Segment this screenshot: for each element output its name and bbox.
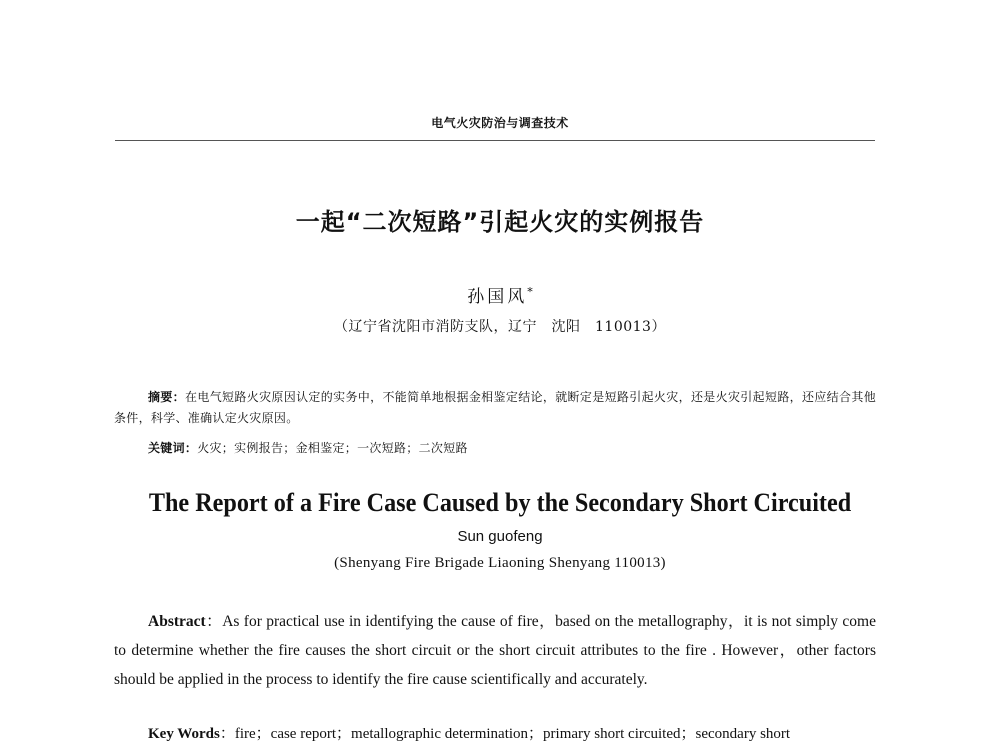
chinese-keywords-label: 关键词： [148,441,198,455]
chinese-affiliation: （辽宁省沈阳市消防支队，辽宁 沈阳 110013） [334,319,666,335]
english-title: The Report of a Fire Case Caused by the Secondary Short Circuited [148,488,852,517]
chinese-abstract [114,387,876,429]
english-keywords-label: Key Words [148,726,220,742]
running-header: 电气火灾防治与调查技术 [431,116,569,130]
author-footnote-mark: * [527,285,533,299]
chinese-keywords [114,438,876,459]
chinese-author-name: 孙国风 [467,287,528,307]
english-abstract [114,607,876,694]
english-abstract-separator: ： [205,613,223,630]
chinese-abstract-text: 在电气短路火灾原因认定的实务中，不能简单地根据金相鉴定结论，就断定是短路引起火灾，还是火灾引起短路，还应结合其他条件，科学、准确认定火灾原因。 [114,390,876,425]
english-abstract-label: Abstract [148,613,206,630]
english-keywords-separator: ： [219,726,235,742]
english-author: Sun guofeng [457,528,543,545]
chinese-author [0,282,1000,307]
english-affiliation: (Shenyang Fire Brigade Liaoning Shenyang 110013) [334,555,666,571]
english-abstract-text: As for practical use in identifying the cause of fire，based on the metallography，it is not simply come to determine whether the fire causes the short circuit or the short circuit attributes to the fire . However，other factors should be applied in the process to identify the fire cause scientifically and accurately. [114,613,876,688]
english-keywords-text: fire；case report；metallographic determination；primary short circuited；secondary short [234,726,791,742]
header-rule [115,140,875,141]
english-keywords [114,720,876,749]
chinese-keywords-text: 火灾；实例报告；金相鉴定；一次短路；二次短路 [197,441,468,455]
chinese-abstract-label: 摘要： [148,390,186,404]
chinese-title: 一起“二次短路”引起火灾的实例报告 [295,208,705,236]
